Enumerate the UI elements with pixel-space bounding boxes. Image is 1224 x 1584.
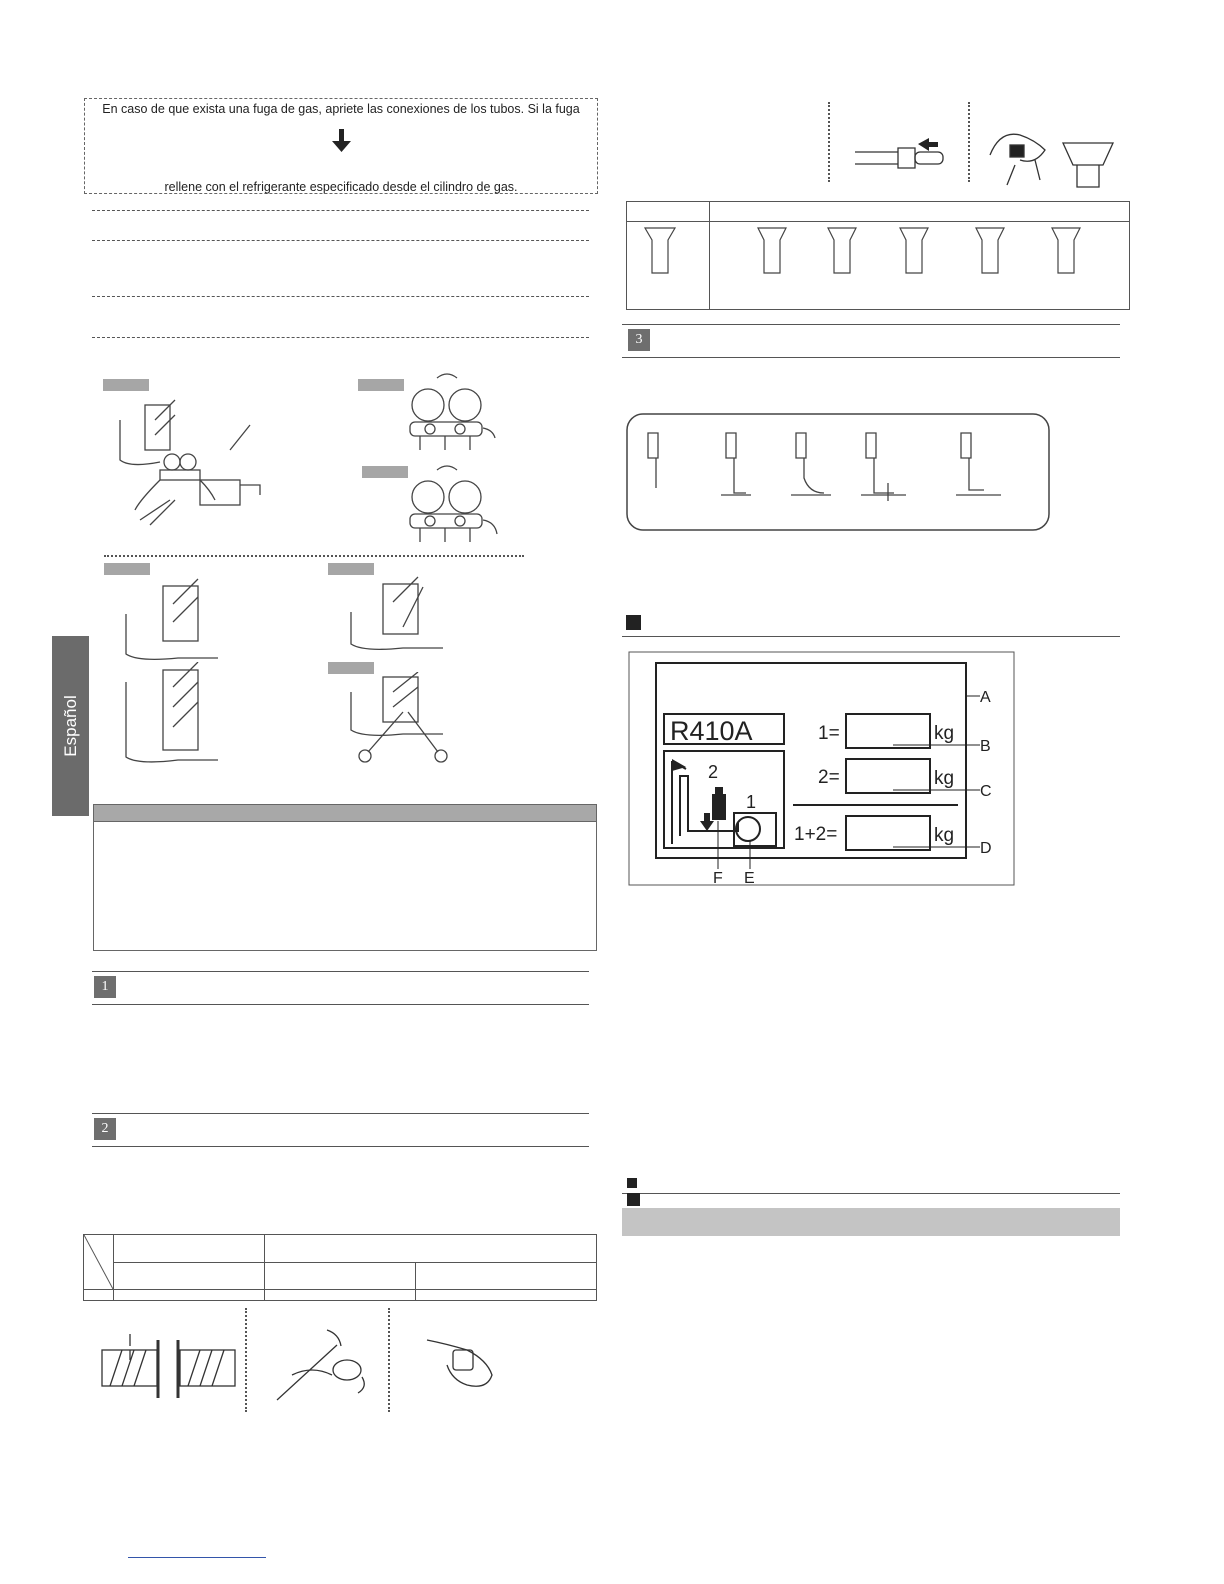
callout-f: F xyxy=(713,870,723,887)
valve-open-illustration xyxy=(343,572,453,657)
manifold-gauge-open xyxy=(395,462,505,554)
row2-unit: kg xyxy=(934,768,955,789)
outdoor-valve-illustration-2 xyxy=(118,662,228,772)
refrigerant-charge-label xyxy=(628,651,1020,891)
hand-tighten-illustration xyxy=(425,1332,505,1392)
figure-divider xyxy=(968,102,970,182)
notice-line-1: En caso de que exista una fuga de gas, apriete las conexiones de los tubos. Si la fuga xyxy=(102,102,580,116)
pipe-nut-illustration xyxy=(853,138,948,178)
row3-unit: kg xyxy=(934,825,955,846)
table-cell xyxy=(416,1262,597,1290)
table-cell xyxy=(114,1235,265,1263)
separator xyxy=(92,337,589,338)
table-corner-cell xyxy=(84,1235,114,1290)
callout-e: E xyxy=(744,870,755,887)
label-num-2: 2 xyxy=(708,762,719,782)
footer-link[interactable] xyxy=(128,1557,266,1558)
diagonal-line xyxy=(84,1235,113,1289)
valve-cap-illustration xyxy=(343,672,463,767)
callout-c: C xyxy=(980,783,992,800)
separator xyxy=(92,240,589,241)
table-cell xyxy=(84,1290,114,1301)
info-box-header xyxy=(94,805,596,822)
table-cell xyxy=(416,1290,597,1301)
section-header-bar xyxy=(622,1208,1120,1236)
table-cell xyxy=(710,202,1130,222)
rule xyxy=(92,1004,589,1005)
step-number-icon: 1 xyxy=(94,976,116,998)
separator xyxy=(92,296,589,297)
pipe-table xyxy=(83,1234,597,1301)
language-tab-label: Español xyxy=(60,695,80,757)
callout-d: D xyxy=(980,840,992,857)
notice-line-2: rellene con el refrigerante especificado desde el cilindro de gas. xyxy=(164,180,518,194)
down-arrow-icon xyxy=(330,127,354,155)
label-num-1: 1 xyxy=(746,792,757,812)
row1-unit: kg xyxy=(934,723,955,744)
rule xyxy=(622,357,1120,358)
table-cell xyxy=(265,1290,416,1301)
separator xyxy=(92,210,589,211)
language-tab xyxy=(52,636,89,816)
vacuum-pump-illustration xyxy=(100,390,300,540)
table-cell xyxy=(265,1235,597,1263)
manifold-gauge-closed xyxy=(395,370,505,460)
row3-label: 1+2= xyxy=(794,824,838,845)
table-cell xyxy=(265,1262,416,1290)
info-box xyxy=(93,804,597,951)
rule xyxy=(92,1113,589,1114)
section-square-icon xyxy=(627,1178,637,1188)
refrigerant-type: R410A xyxy=(670,716,753,746)
figure-divider xyxy=(104,555,524,557)
rule xyxy=(92,971,589,972)
row1-label: 1= xyxy=(818,723,840,744)
deburr-illustration xyxy=(985,125,1120,190)
rule xyxy=(622,324,1120,325)
flare-depth-illustration xyxy=(100,1330,240,1400)
figure-divider xyxy=(388,1308,390,1412)
table-cell xyxy=(114,1290,265,1301)
outdoor-valve-illustration xyxy=(118,574,228,664)
row2-label: 2= xyxy=(818,767,840,788)
flare-tool-illustration xyxy=(272,1325,382,1405)
rule xyxy=(92,1146,589,1147)
step-number-icon: 3 xyxy=(628,329,650,351)
step-number-icon: 2 xyxy=(94,1118,116,1140)
rule xyxy=(622,636,1120,637)
callout-b: B xyxy=(980,738,991,755)
rule xyxy=(622,1193,1120,1194)
figure-divider xyxy=(245,1308,247,1412)
callout-a: A xyxy=(980,689,991,706)
section-square-icon xyxy=(627,1193,640,1206)
section-square-icon xyxy=(626,615,641,630)
flare-shapes-illustration xyxy=(640,225,1100,280)
gas-leak-notice xyxy=(84,98,598,194)
gas-cylinder-icon xyxy=(712,794,726,820)
figure-divider xyxy=(828,102,830,182)
table-cell xyxy=(627,202,710,222)
table-cell xyxy=(114,1262,265,1290)
drain-hose-diagram xyxy=(626,413,1051,532)
